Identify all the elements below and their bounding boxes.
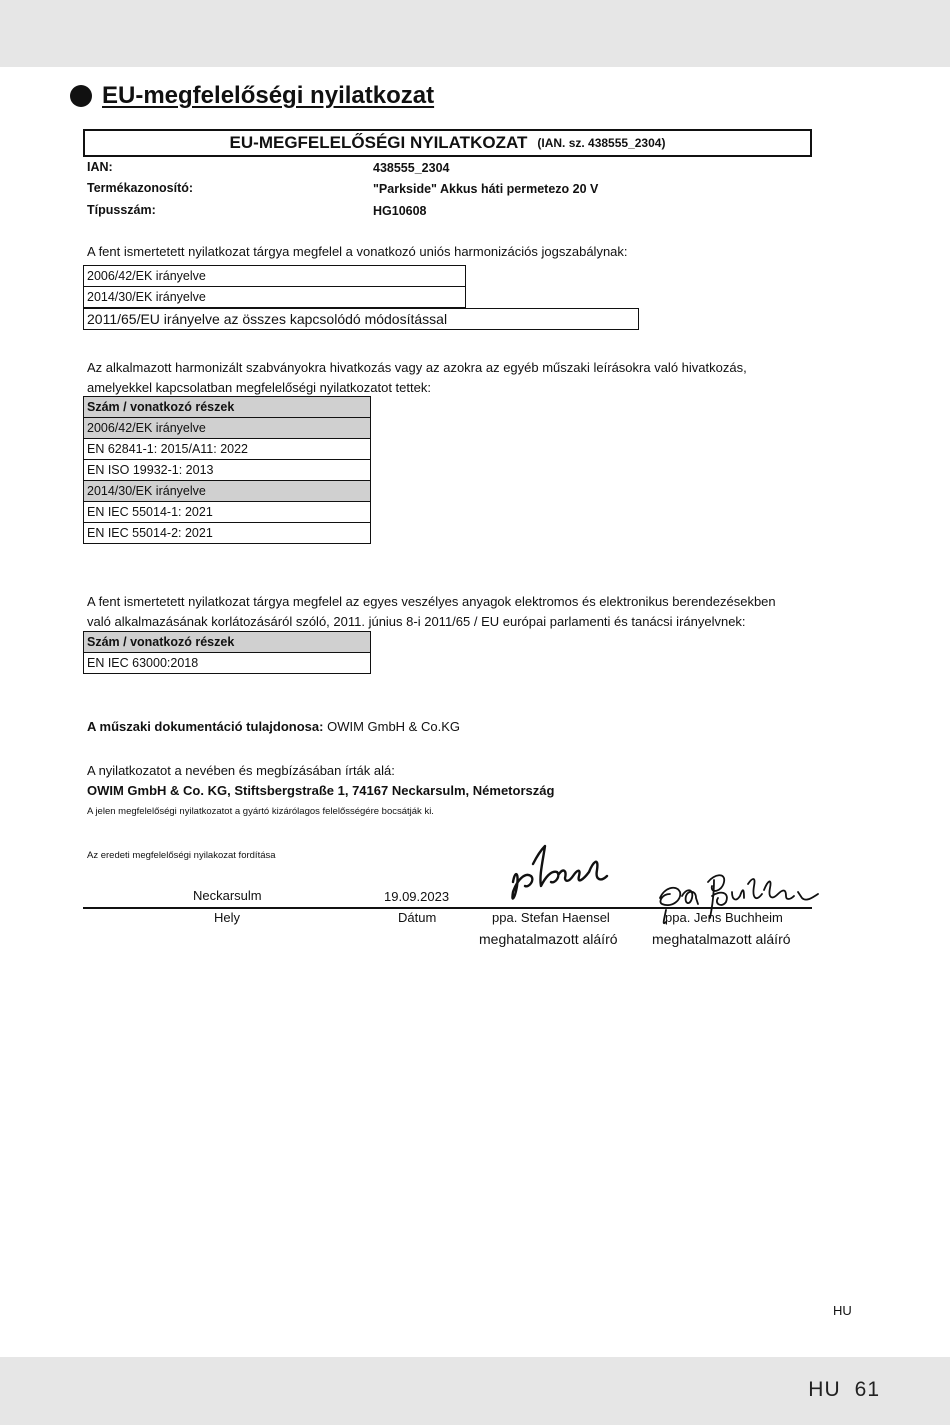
field-value-product-id: "Parkside" Akkus háti permetezo 20 V <box>373 182 599 196</box>
standards-row: 2014/30/EK irányelve <box>84 481 370 502</box>
field-label-type: Típusszám: <box>87 203 156 217</box>
issued-note: A jelen megfelelőségi nyilatkozatot a gyártó kizárólagos felelősségére bocsátják ki. <box>87 806 434 817</box>
field-label-ian: IAN: <box>87 160 113 174</box>
place-label: Hely <box>214 910 241 925</box>
declaration-title: EU-MEGFELELŐSÉGI NYILATKOZAT <box>229 133 528 152</box>
page-footer <box>808 1378 880 1402</box>
harmonization-item: 2006/42/EK irányelve <box>84 266 465 287</box>
signer1-role: meghatalmazott aláíró <box>479 931 618 947</box>
standards-intro-line1: Az alkalmazott harmonizált szabványokra hivatkozás vagy az azokra az egyéb műszaki leírásokra való hivatkozás, <box>87 360 747 375</box>
declaration-title-box <box>83 129 812 157</box>
signature-place: Neckarsulm <box>193 888 262 903</box>
harmonization-box-wide <box>83 308 639 330</box>
heading-text: EU-megfelelőségi nyilatkozat <box>102 82 435 109</box>
harmonization-intro: A fent ismertetett nyilatkozat tárgya megfelel a vonatkozó uniós harmonizációs jogszabálynak: <box>87 244 628 259</box>
signer2-name: ppa. Jens Buchheim <box>665 910 783 925</box>
signature-haensel <box>505 842 610 907</box>
signer1-name: ppa. Stefan Haensel <box>492 910 610 925</box>
documentation-value: OWIM GmbH & Co.KG <box>327 719 460 734</box>
standards-row: EN ISO 19932-1: 2013 <box>84 460 370 481</box>
standards-row: EN IEC 55014-2: 2021 <box>84 523 370 544</box>
translation-note: Az eredeti megfelelőségi nyilakozat fordítása <box>87 850 276 861</box>
signature-date: 19.09.2023 <box>384 889 450 904</box>
footer-language: HU <box>808 1378 841 1401</box>
field-value-ian: 438555_2304 <box>373 161 450 175</box>
harmonization-item: 2014/30/EK irányelve <box>84 287 465 308</box>
declaration-ian: (IAN. sz. 438555_2304) <box>537 136 666 150</box>
field-value-type: HG10608 <box>373 204 427 218</box>
top-band <box>0 0 950 67</box>
field-label-product-id: Termékazonosító: <box>87 181 194 195</box>
signature-line <box>83 907 812 909</box>
page-number: 61 <box>854 1378 880 1401</box>
bullet-icon <box>70 85 92 107</box>
standards-table-header: Szám / vonatkozó részek <box>84 397 370 418</box>
rohs-intro-line2: való alkalmazásának korlátozásáról szóló, 2011. június 8-i 2011/65 / EU európai parlamenti és tanácsi irányelvnek: <box>87 614 746 629</box>
signer2-role: meghatalmazott aláíró <box>652 931 791 947</box>
harmonization-item: 2011/65/EU irányelve az összes kapcsolódó módosítással <box>84 309 638 330</box>
issued-address: OWIM GmbH & Co. KG, Stiftsbergstraße 1, 74167 Neckarsulm, Németország <box>87 783 555 798</box>
date-label: Dátum <box>398 910 437 925</box>
documentation-label: A műszaki dokumentáció tulajdonosa: <box>87 719 324 734</box>
rohs-table <box>83 631 371 674</box>
rohs-table-header: Szám / vonatkozó részek <box>84 632 370 653</box>
issued-line1: A nyilatkozatot a nevében és megbízásában írták alá: <box>87 763 395 778</box>
standards-table <box>83 396 371 544</box>
section-heading <box>70 82 434 110</box>
language-mark: HU <box>833 1303 852 1318</box>
harmonization-box <box>83 265 466 308</box>
rohs-row: EN IEC 63000:2018 <box>84 653 370 674</box>
standards-row: EN IEC 55014-1: 2021 <box>84 502 370 523</box>
standards-row: 2006/42/EK irányelve <box>84 418 370 439</box>
rohs-intro-line1: A fent ismertetett nyilatkozat tárgya megfelel az egyes veszélyes anyagok elektromos és elektronikus berendezésekben <box>87 594 776 609</box>
standards-intro-line2: amelyekkel kapcsolatban megfelelőségi nyilatkozatot tettek: <box>87 380 431 395</box>
documentation-owner <box>87 717 460 737</box>
standards-row: EN 62841-1: 2015/A11: 2022 <box>84 439 370 460</box>
